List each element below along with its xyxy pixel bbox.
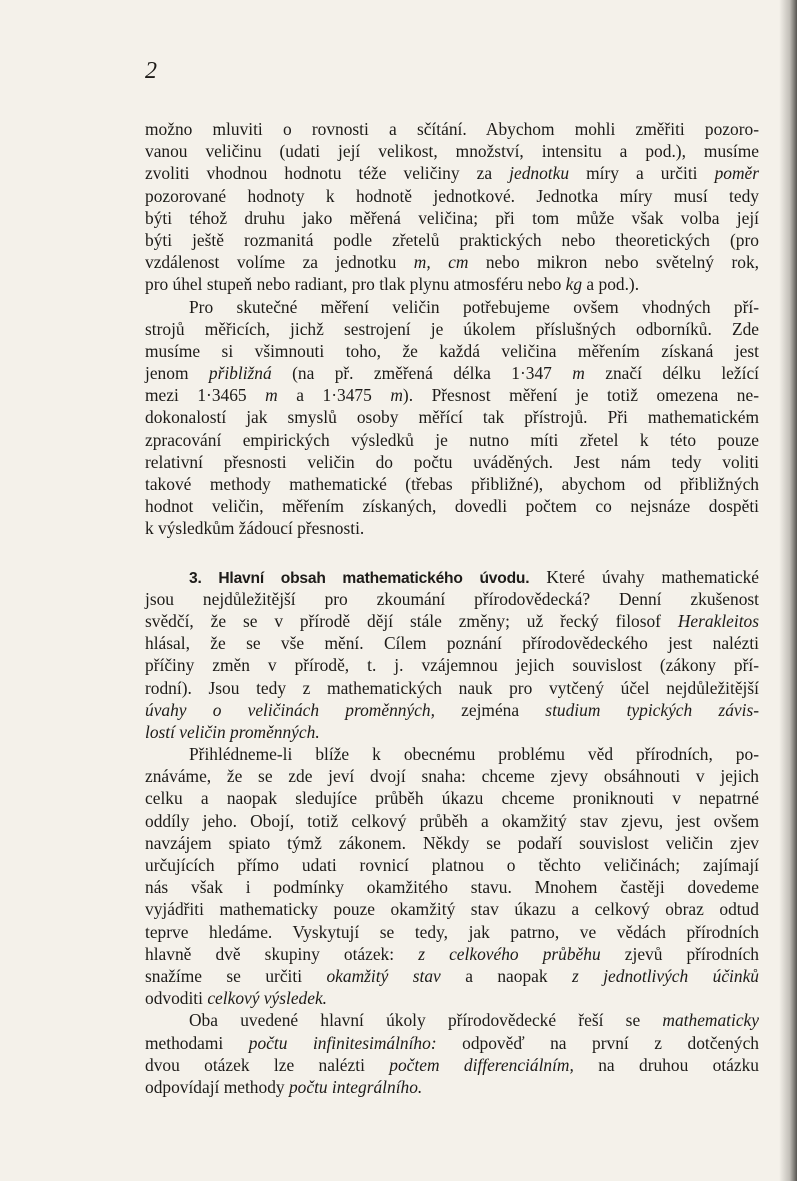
- text-run: celku a naopak sledujíce průběh úkazu chceme proniknouti v nepatrné: [145, 788, 759, 809]
- italic-text: úvahy o veličinách proměnných,: [145, 699, 435, 720]
- text-run: možno mluviti o rovnosti a sčítání. Abychom mohli změřiti pozoro-: [145, 119, 759, 139]
- text-run: hodnot veličin, měřením získaných, dovedli počtem co nejsnáze dospěti: [145, 496, 759, 517]
- text-run: dokonalostí jak smyslů osoby měřící tak přístrojů. Při mathematickém: [145, 407, 759, 428]
- text-line: [145, 677, 759, 699]
- text-run: jenom: [145, 363, 209, 384]
- text-line: [145, 451, 759, 473]
- text-line: [145, 1054, 759, 1076]
- text-line: [145, 473, 759, 495]
- text-run: a naopak: [440, 965, 573, 986]
- text-line: [145, 362, 759, 384]
- text-line: [145, 876, 759, 898]
- text-run: k výsledkům žádoucí přesnosti.: [145, 518, 365, 539]
- text-line: [145, 987, 759, 1009]
- text-run: Oba uvedené hlavní úkoly přírodovědecké řeší se: [189, 1010, 663, 1031]
- text-line: [145, 921, 759, 943]
- italic-text: m, cm: [413, 252, 469, 273]
- text-line: [145, 854, 759, 876]
- text-run: pozorované hodnoty k hodnotě jednotkové. Jednotka míry musí tedy: [145, 185, 759, 206]
- text-run: jsou nejdůležitější pro zkoumání přírodovědecká? Denní zkušenost: [145, 588, 759, 609]
- page-number: 2: [145, 58, 157, 84]
- text-run: hlásal, že se vše mění. Cílem poznání přírodovědeckého jest nalézti: [145, 633, 759, 654]
- italic-text: z celkového průběhu: [418, 943, 601, 964]
- text-run: Přihlédneme-li blíže k obecnému problému věd přírodních, po-: [189, 744, 759, 765]
- italic-text: lostí veličin proměnných.: [145, 721, 320, 742]
- text-run: zjevů přírodních: [600, 943, 759, 964]
- text-line: [145, 588, 759, 610]
- italic-text: přibližná: [208, 363, 272, 384]
- text-run: methodami: [145, 1032, 249, 1053]
- text-line: [145, 699, 759, 721]
- text-line: [145, 118, 759, 140]
- italic-text: kg: [565, 274, 583, 295]
- text-run: teprve hledáme. Vyskytují se tedy, jak patrno, ve vědách přírodních: [145, 921, 759, 942]
- text-run: býti téhož druhu jako měřená veličina; při tom může však volba její: [145, 207, 759, 228]
- text-line: [145, 162, 759, 184]
- section-gap: [145, 540, 759, 566]
- paragraph-p1: [145, 118, 759, 296]
- page-edge-shadow: [779, 0, 797, 1181]
- italic-text: okamžitý stav: [326, 965, 441, 986]
- text-run: vanou veličinu (udati její velikost, množství, intensitu a pod.), musíme: [145, 141, 759, 162]
- text-line: [145, 384, 759, 406]
- text-line: [145, 517, 759, 539]
- text-line: [145, 340, 759, 362]
- text-line: [145, 185, 759, 207]
- text-run: Pro skutečné měření veličin potřebujeme ovšem vhodných pří-: [189, 296, 759, 317]
- text-line: [145, 140, 759, 162]
- text-run: míry a určiti: [569, 163, 715, 184]
- italic-text: jednotku: [509, 163, 570, 184]
- text-run: strojů měřicích, jichž sestrojení je úkolem příslušných odborníků. Zde: [145, 318, 759, 339]
- italic-text: Herakleitos: [677, 610, 759, 631]
- text-run: vzdálenost volíme za jednotku: [145, 252, 414, 273]
- text-run: Které úvahy mathematické: [529, 566, 759, 587]
- italic-text: poměr: [714, 163, 759, 184]
- text-line: [145, 1009, 759, 1031]
- text-line: [145, 943, 759, 965]
- italic-text: z jednotlivých účinků: [572, 965, 759, 986]
- text-line: [145, 318, 759, 340]
- text-run: býti ještě rozmanitá podle zřetelů praktických nebo theoretických (pro: [145, 229, 759, 250]
- italic-text: studium typických závis-: [545, 699, 759, 720]
- text-run: dvou otázek lze nalézti: [145, 1054, 390, 1075]
- italic-text: počtem differenciálním,: [389, 1054, 574, 1075]
- text-run: a pod.).: [582, 274, 640, 295]
- text-run: zejména: [434, 699, 546, 720]
- text-run: musíme si všimnouti toho, že každá veličina měřením získaná jest: [145, 340, 759, 361]
- text-line: [145, 273, 759, 295]
- text-run: značí délku ležící: [584, 363, 760, 384]
- text-run: (na př. změřená délka 1·347: [271, 363, 573, 384]
- text-line: [145, 1032, 759, 1054]
- text-run: příčiny změn v přírodě, t. j. vzájemnou jejich souvislost (zákony pří-: [145, 655, 759, 676]
- text-run: hlavně dvě skupiny otázek:: [145, 943, 419, 964]
- text-line: [145, 207, 759, 229]
- text-line: [145, 654, 759, 676]
- text-run: znáváme, že se zde jeví dvojí snaha: chceme zjevy obsáhnouti v jejich: [145, 766, 759, 787]
- text-line: [145, 429, 759, 451]
- text-run: odpovídají methody: [145, 1076, 289, 1097]
- italic-text: m: [572, 363, 585, 384]
- paragraph-p5: [145, 1009, 759, 1098]
- section-heading: 3. Hlavní obsah mathematického úvodu.: [189, 569, 530, 587]
- text-run: zpracování empirických výsledků je nutno míti zřetel k této pouze: [145, 429, 759, 450]
- text-line: [145, 566, 759, 588]
- text-line: [145, 765, 759, 787]
- text-run: a 1·3475: [277, 385, 391, 406]
- italic-text: m: [390, 385, 403, 406]
- text-line: [145, 965, 759, 987]
- text-run: ). Přesnost měření je totiž omezena ne-: [402, 385, 759, 406]
- text-run: na druhou otázku: [573, 1054, 759, 1075]
- text-run: snažíme se určiti: [145, 965, 327, 986]
- text-line: [145, 495, 759, 517]
- italic-text: počtu infinitesimálního:: [248, 1032, 437, 1053]
- text-run: mezi 1·3465: [145, 385, 266, 406]
- text-run: odvoditi: [145, 988, 208, 1009]
- text-line: [145, 832, 759, 854]
- text-run: nás však i podmínky okamžitého stavu. Mnohem častěji dovedeme: [145, 877, 759, 898]
- text-run: takové methody mathematické (třebas přibližné), abychom od přibližných: [145, 474, 759, 494]
- italic-text: m: [265, 385, 278, 406]
- text-run: oddíly jeho. Obojí, totiž celkový průběh a okamžitý stav zjevu, jest ovšem: [145, 810, 759, 831]
- italic-text: celkový výsledek.: [207, 988, 328, 1009]
- text-line: [145, 787, 759, 809]
- text-line: [145, 251, 759, 273]
- text-line: [145, 406, 759, 428]
- text-line: [145, 721, 759, 743]
- text-run: zvoliti vhodnou hodnotu téže veličiny za: [145, 163, 510, 184]
- italic-text: mathematicky: [662, 1010, 759, 1031]
- text-line: [145, 810, 759, 832]
- text-run: nebo mikron nebo světelný rok,: [468, 252, 759, 273]
- text-run: relativní přesnosti veličin do počtu uváděných. Jest nám tedy voliti: [145, 451, 759, 472]
- text-run: vyjádřiti mathematicky pouze okamžitý stav úkazu a celkový obraz odtud: [145, 899, 759, 920]
- text-line: [145, 610, 759, 632]
- text-line: [145, 296, 759, 318]
- body-text: [145, 118, 759, 1098]
- text-line: [145, 898, 759, 920]
- text-run: pro úhel stupeň nebo radiant, pro tlak plynu atmosféru nebo: [145, 274, 566, 295]
- italic-text: počtu integrálního.: [288, 1076, 423, 1097]
- paragraph-p4: [145, 743, 759, 1009]
- text-run: svědčí, že se v přírodě dějí stále změny; už řecký filosof: [145, 610, 678, 631]
- text-line: [145, 632, 759, 654]
- text-run: určujících přímo udati rovnicí platnou o těchto veličinách; zajímají: [145, 855, 759, 875]
- text-run: odpověď na první z dotčených: [436, 1032, 759, 1053]
- text-line: [145, 743, 759, 765]
- paragraph-p2: [145, 296, 759, 540]
- text-line: [145, 229, 759, 251]
- text-run: navzájem spiato týmž zákonem. Někdy se podaří souvislost veličin zjev: [145, 832, 759, 853]
- paragraph-p3: [145, 566, 759, 744]
- text-line: [145, 1076, 759, 1098]
- text-run: rodní). Jsou tedy z mathematických nauk pro vytčený účel nejdůležitější: [145, 677, 759, 698]
